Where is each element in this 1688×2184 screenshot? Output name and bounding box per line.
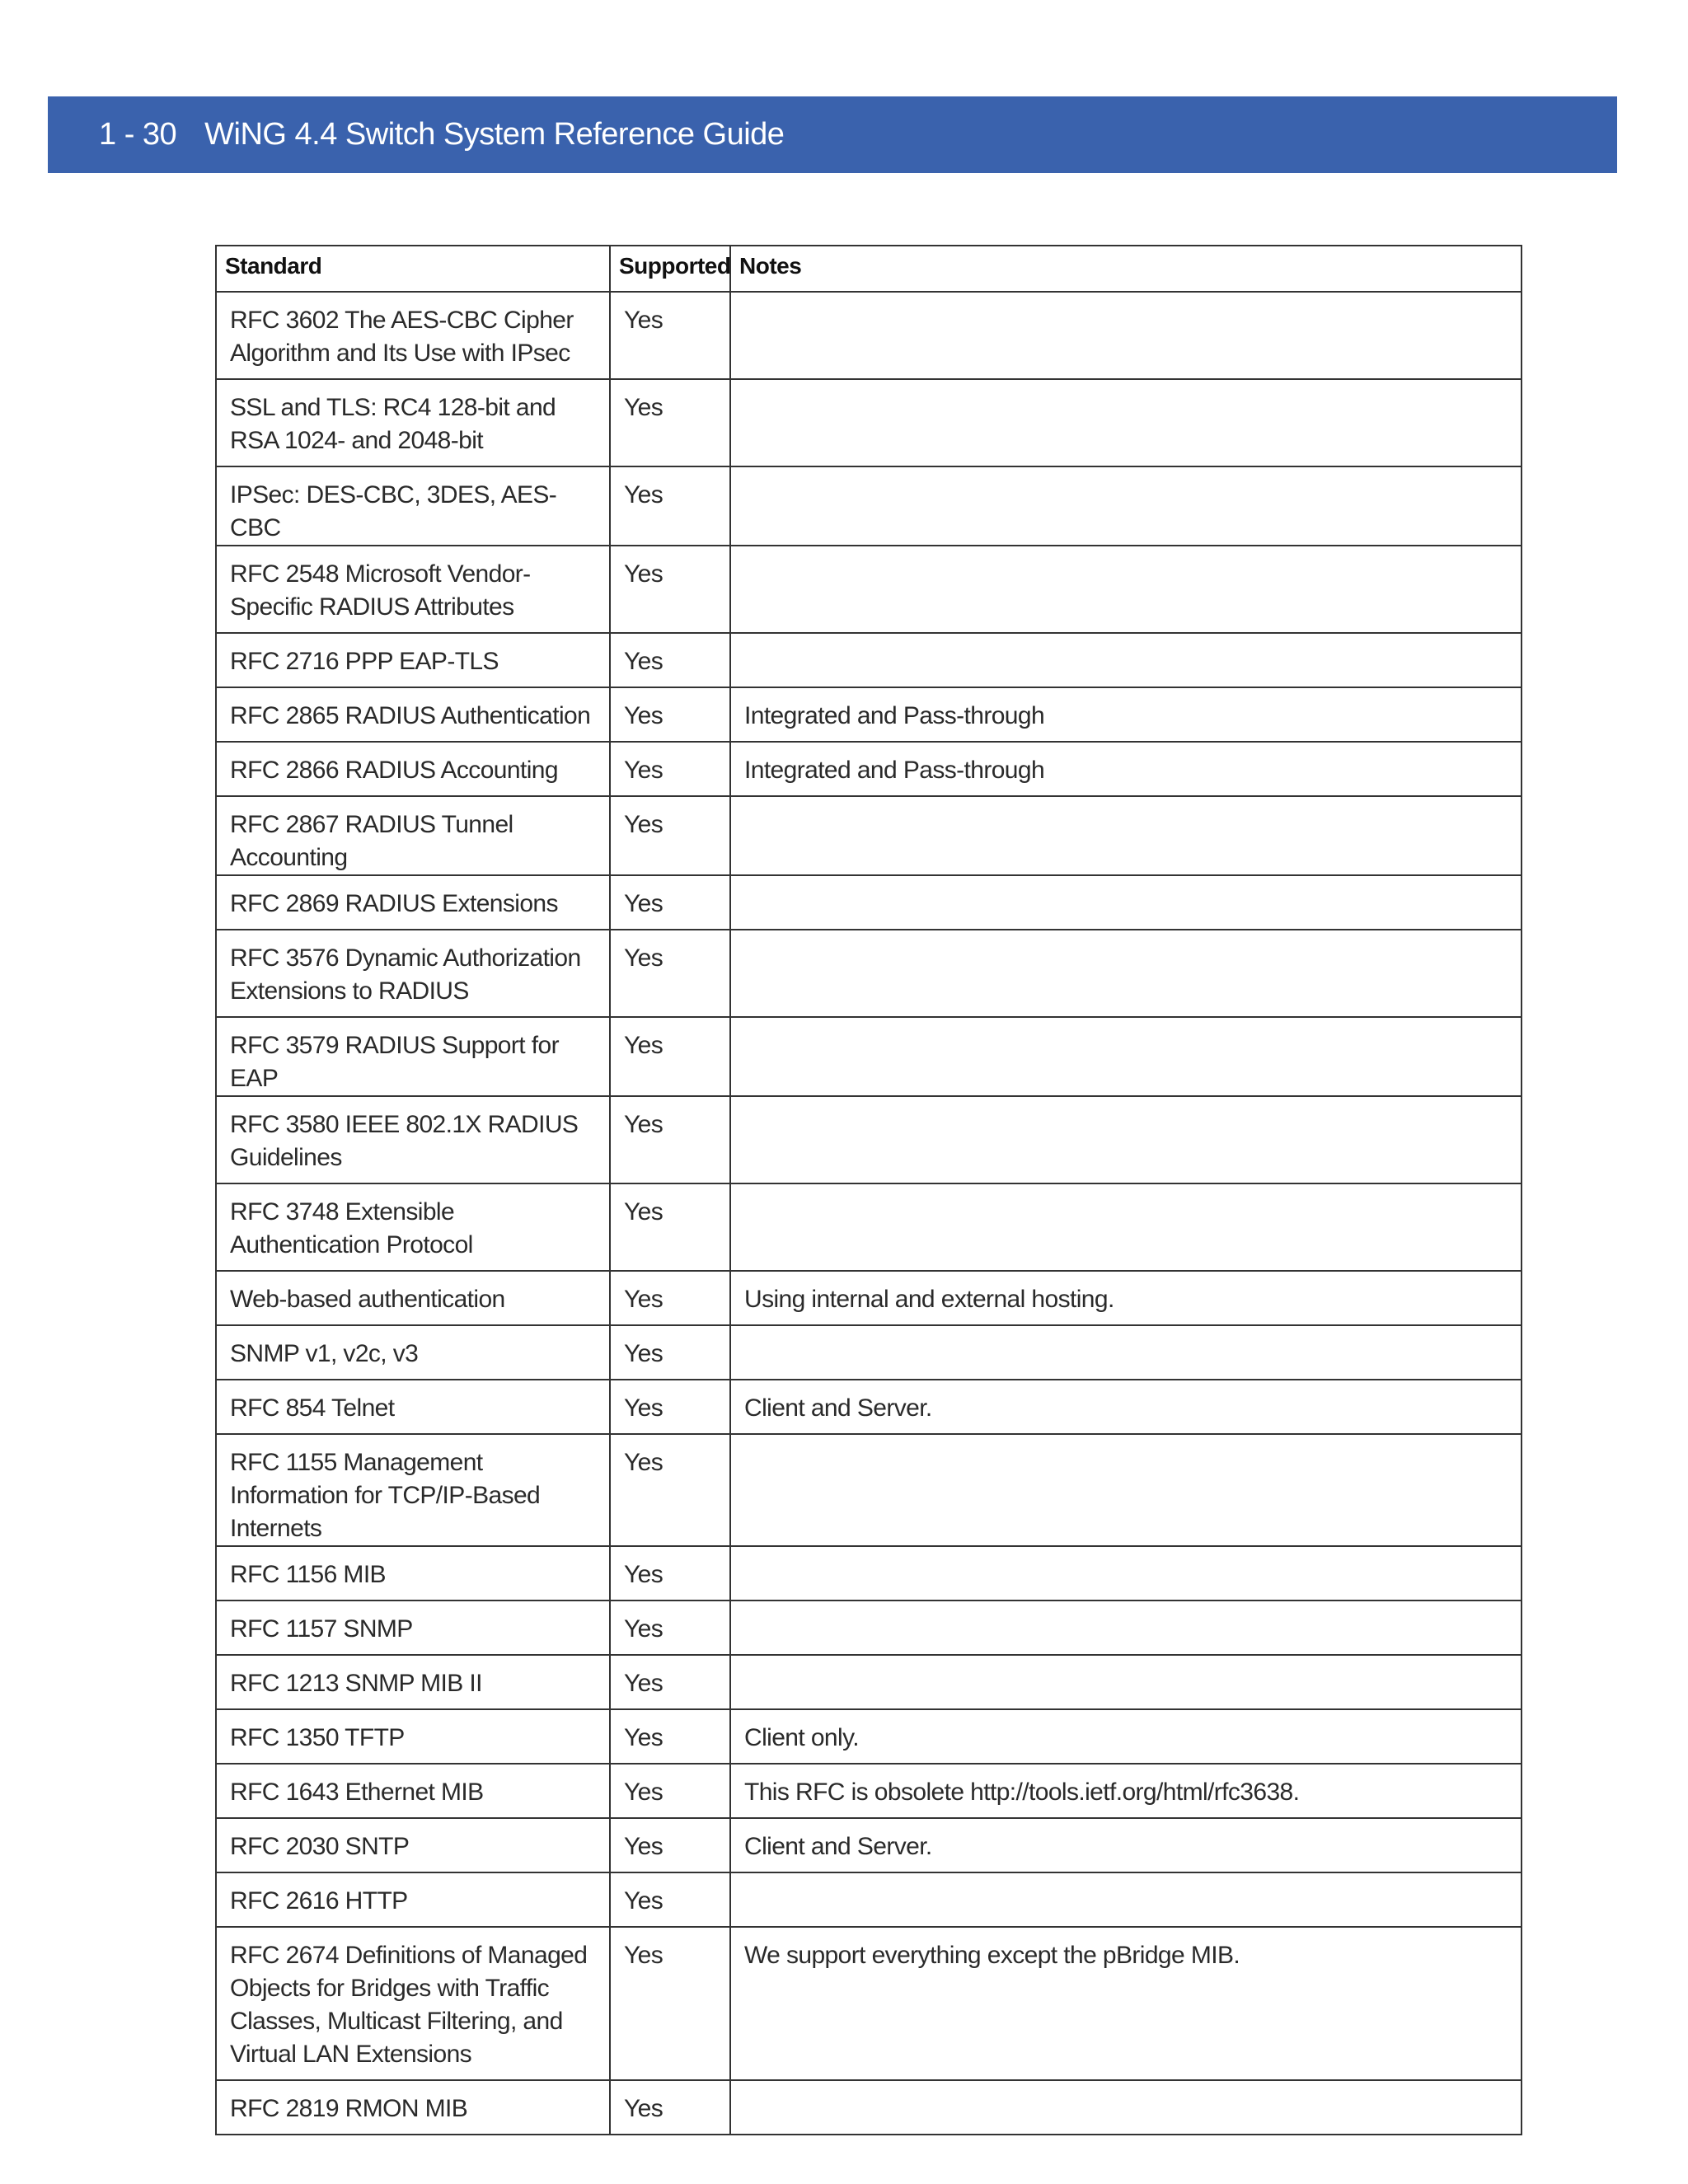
- supported-cell: Yes: [610, 875, 730, 930]
- notes-cell: [730, 1655, 1522, 1709]
- standard-cell: RFC 1156 MIB: [216, 1546, 610, 1601]
- column-header-standard: Standard: [216, 246, 610, 292]
- supported-cell: Yes: [610, 1655, 730, 1709]
- standard-cell: RFC 2674 Definitions of Managed Objects for Bridges with Traffic Classes, Multicast Filtering, and Virtual LAN Extensions: [216, 1927, 610, 2080]
- notes-cell: Client and Server.: [730, 1818, 1522, 1872]
- standards-table-container: [215, 245, 1521, 2135]
- standard-cell: SNMP v1, v2c, v3: [216, 1325, 610, 1380]
- standard-cell: RFC 1157 SNMP: [216, 1601, 610, 1655]
- supported-cell: Yes: [610, 1271, 730, 1325]
- table-row: [216, 796, 1522, 875]
- supported-cell: Yes: [610, 1183, 730, 1271]
- standard-cell: RFC 2616 HTTP: [216, 1872, 610, 1927]
- table-row: [216, 2080, 1522, 2135]
- notes-cell: [730, 1017, 1522, 1096]
- supported-cell: Yes: [610, 930, 730, 1017]
- standard-cell: RFC 2867 RADIUS Tunnel Accounting: [216, 796, 610, 875]
- table-row: [216, 687, 1522, 742]
- notes-cell: [730, 875, 1522, 930]
- notes-cell: [730, 930, 1522, 1017]
- column-header-notes: Notes: [730, 246, 1522, 292]
- supported-cell: Yes: [610, 1325, 730, 1380]
- notes-cell: We support everything except the pBridge MIB.: [730, 1927, 1522, 2080]
- page-number: 1 - 30: [99, 117, 177, 152]
- standard-cell: RFC 3602 The AES-CBC Cipher Algorithm and Its Use with IPsec: [216, 292, 610, 379]
- table-row: [216, 1271, 1522, 1325]
- supported-cell: Yes: [610, 1380, 730, 1434]
- table-row: [216, 1434, 1522, 1546]
- table-row: [216, 1325, 1522, 1380]
- standard-cell: RFC 2030 SNTP: [216, 1818, 610, 1872]
- supported-cell: Yes: [610, 379, 730, 466]
- supported-cell: Yes: [610, 1601, 730, 1655]
- table-row: [216, 1709, 1522, 1764]
- notes-cell: [730, 1183, 1522, 1271]
- standard-cell: RFC 3580 IEEE 802.1X RADIUS Guidelines: [216, 1096, 610, 1183]
- column-header-supported: Supported: [610, 246, 730, 292]
- notes-cell: [730, 1546, 1522, 1601]
- notes-cell: [730, 2080, 1522, 2135]
- table-body: [216, 292, 1522, 2135]
- standard-cell: RFC 1213 SNMP MIB II: [216, 1655, 610, 1709]
- notes-cell: [730, 1325, 1522, 1380]
- supported-cell: Yes: [610, 1096, 730, 1183]
- standard-cell: RFC 3579 RADIUS Support for EAP: [216, 1017, 610, 1096]
- standard-cell: RFC 1643 Ethernet MIB: [216, 1764, 610, 1818]
- standard-cell: SSL and TLS: RC4 128-bit and RSA 1024- and 2048-bit: [216, 379, 610, 466]
- supported-cell: Yes: [610, 1927, 730, 2080]
- standard-cell: Web-based authentication: [216, 1271, 610, 1325]
- notes-cell: [730, 1872, 1522, 1927]
- supported-cell: Yes: [610, 1709, 730, 1764]
- table-row: [216, 1764, 1522, 1818]
- supported-cell: Yes: [610, 633, 730, 687]
- notes-cell: [730, 466, 1522, 546]
- table-row: [216, 633, 1522, 687]
- supported-cell: Yes: [610, 546, 730, 633]
- supported-cell: Yes: [610, 1764, 730, 1818]
- notes-cell: [730, 1434, 1522, 1546]
- supported-cell: Yes: [610, 2080, 730, 2135]
- standard-cell: RFC 2869 RADIUS Extensions: [216, 875, 610, 930]
- standards-table: [215, 245, 1522, 2135]
- supported-cell: Yes: [610, 796, 730, 875]
- supported-cell: Yes: [610, 1546, 730, 1601]
- standard-cell: RFC 1155 Management Information for TCP/IP-Based Internets: [216, 1434, 610, 1546]
- supported-cell: Yes: [610, 1872, 730, 1927]
- notes-cell: Client only.: [730, 1709, 1522, 1764]
- supported-cell: Yes: [610, 742, 730, 796]
- supported-cell: Yes: [610, 466, 730, 546]
- notes-cell: This RFC is obsolete http://tools.ietf.org/html/rfc3638.: [730, 1764, 1522, 1818]
- table-row: [216, 379, 1522, 466]
- standard-cell: RFC 854 Telnet: [216, 1380, 610, 1434]
- table-row: [216, 1818, 1522, 1872]
- page-header: [48, 96, 1617, 173]
- supported-cell: Yes: [610, 292, 730, 379]
- standard-cell: RFC 2819 RMON MIB: [216, 2080, 610, 2135]
- table-row: [216, 930, 1522, 1017]
- standard-cell: RFC 2866 RADIUS Accounting: [216, 742, 610, 796]
- table-row: [216, 1096, 1522, 1183]
- table-row: [216, 1017, 1522, 1096]
- table-row: [216, 1546, 1522, 1601]
- notes-cell: [730, 796, 1522, 875]
- notes-cell: Using internal and external hosting.: [730, 1271, 1522, 1325]
- table-row: [216, 546, 1522, 633]
- standard-cell: RFC 1350 TFTP: [216, 1709, 610, 1764]
- table-row: [216, 1183, 1522, 1271]
- table-header-row: [216, 246, 1522, 292]
- standard-cell: RFC 2865 RADIUS Authentication: [216, 687, 610, 742]
- standard-cell: RFC 3748 Extensible Authentication Protocol: [216, 1183, 610, 1271]
- standard-cell: IPSec: DES-CBC, 3DES, AES-CBC: [216, 466, 610, 546]
- notes-cell: [730, 633, 1522, 687]
- supported-cell: Yes: [610, 1434, 730, 1546]
- notes-cell: Integrated and Pass-through: [730, 742, 1522, 796]
- standard-cell: RFC 2716 PPP EAP-TLS: [216, 633, 610, 687]
- table-row: [216, 1655, 1522, 1709]
- table-row: [216, 1380, 1522, 1434]
- notes-cell: [730, 379, 1522, 466]
- table-row: [216, 742, 1522, 796]
- standard-cell: RFC 2548 Microsoft Vendor-Specific RADIUS Attributes: [216, 546, 610, 633]
- table-row: [216, 875, 1522, 930]
- supported-cell: Yes: [610, 1818, 730, 1872]
- table-row: [216, 292, 1522, 379]
- notes-cell: Integrated and Pass-through: [730, 687, 1522, 742]
- table-row: [216, 1927, 1522, 2080]
- notes-cell: [730, 292, 1522, 379]
- standard-cell: RFC 3576 Dynamic Authorization Extensions to RADIUS: [216, 930, 610, 1017]
- supported-cell: Yes: [610, 687, 730, 742]
- notes-cell: [730, 1601, 1522, 1655]
- supported-cell: Yes: [610, 1017, 730, 1096]
- table-row: [216, 466, 1522, 546]
- notes-cell: [730, 546, 1522, 633]
- document-title: WiNG 4.4 Switch System Reference Guide: [204, 117, 785, 152]
- table-row: [216, 1601, 1522, 1655]
- table-row: [216, 1872, 1522, 1927]
- notes-cell: [730, 1096, 1522, 1183]
- notes-cell: Client and Server.: [730, 1380, 1522, 1434]
